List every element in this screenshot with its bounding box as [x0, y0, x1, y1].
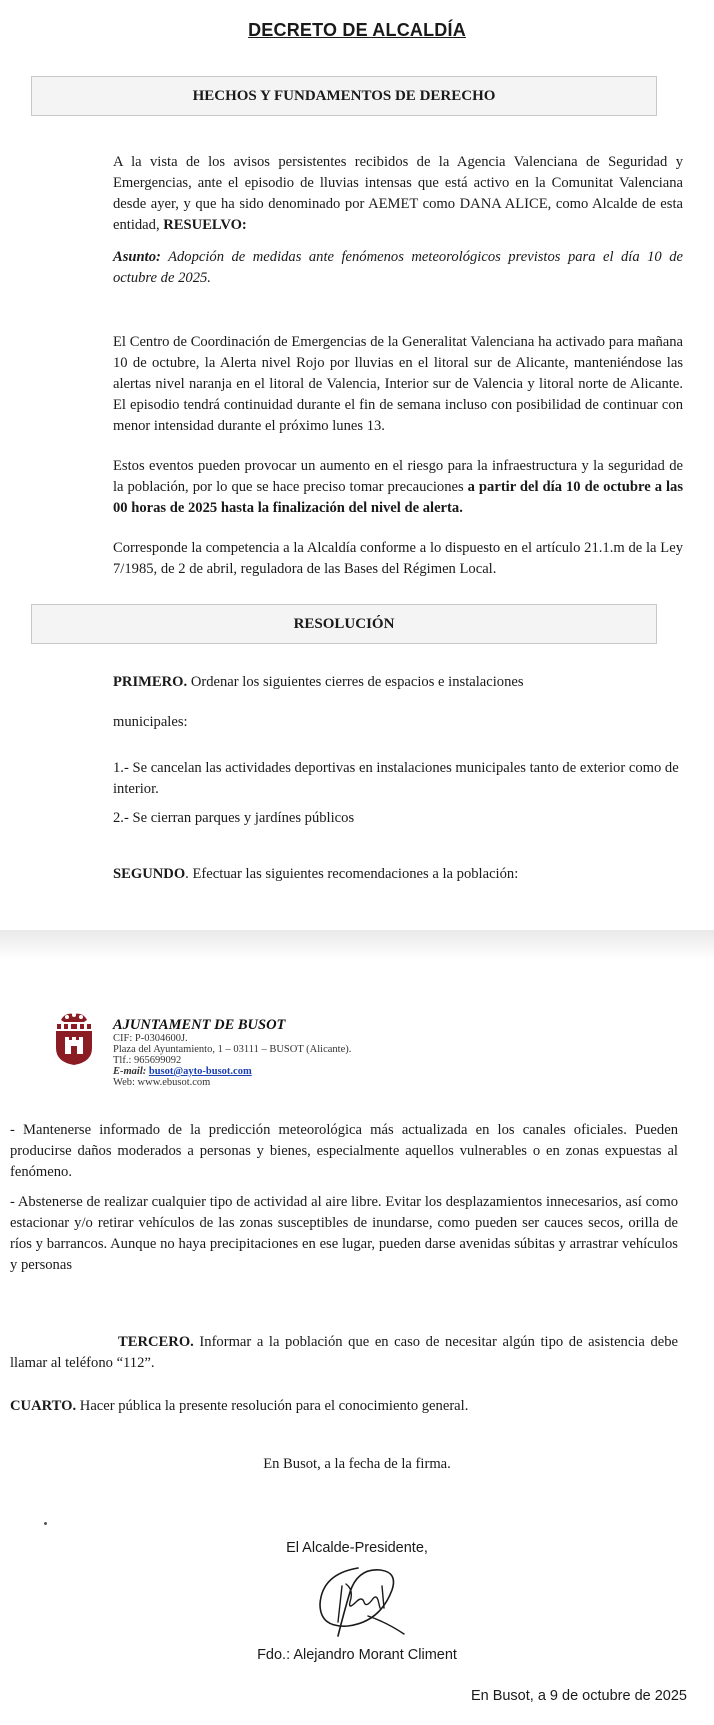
section-heading-hechos: HECHOS Y FUNDAMENTOS DE DERECHO: [31, 76, 657, 116]
closing-place: En Busot, a la fecha de la firma.: [263, 1456, 451, 1472]
intro-paragraph: A la vista de los avisos persistentes recibidos de la Agencia Valenciana de Seguridad y Emergencias, ante el episodio de lluvias intensas que está activo en la Comunitat Valenciana desde ayer, y que ha sido denominado por AEMET como DANA ALICE, como Alcalde de esta entidad, RESUELVO:: [113, 154, 683, 233]
email-link[interactable]: busot@ayto-busot.com: [148, 1066, 252, 1077]
signature-date: En Busot, a 9 de octubre de 2025: [470, 1688, 687, 1704]
list-item-1: 1.- Se cancelan las actividades deportivas en instalaciones municipales tanto de exterior como de interior.: [113, 760, 679, 797]
page-title: DECRETO DE ALCALDÍA: [248, 20, 466, 40]
competencia-paragraph: Corresponde la competencia a la Alcaldía conforme a lo dispuesto en el artículo 21.1.m de la Ley 7/1985, de 2 de abril, reguladora de las Bases del Régimen Local.: [113, 540, 683, 577]
signature-name: Fdo.: Alejandro Morant Climent: [257, 1647, 457, 1663]
page-separator: [0, 930, 714, 960]
list-item-2: 2.- Se cierran parques y jardínes públicos: [113, 810, 355, 826]
letterhead-name: AJUNTAMENT DE BUSOT: [113, 1017, 286, 1033]
document-page-2: [0, 960, 714, 1725]
section-heading-resolucion: RESOLUCIÓN: [31, 604, 657, 644]
stray-dot: [44, 1522, 47, 1525]
signature-icon: [308, 1562, 418, 1642]
tercero-paragraph: TERCERO. Informar a la población que en caso de necesitar algún tipo de asistencia debe llamar al teléfono “112”.: [10, 1334, 678, 1371]
letterhead-email-row: E-mail: busot@ayto-busot.com: [113, 1066, 252, 1077]
letterhead-web: Web: www.ebusot.com: [113, 1077, 211, 1088]
letterhead-address: Plaza del Ayuntamiento, 1 – 03111 – BUSOT (Alicante).: [113, 1044, 352, 1055]
recommendation-1: - Mantenerse informado de la predicción meteorológica más actualizada en los canales oficiales. Pueden producirse daños moderados a personas y bienes, especialmente aquellos vulnerables o en zonas expuestas al fenómeno.: [10, 1122, 678, 1180]
coat-of-arms-icon: [51, 1010, 97, 1066]
asunto-paragraph: Asunto: Adopción de medidas ante fenómenos meteorológicos previstos para el día 10 de octubre de 2025.: [113, 249, 683, 286]
cuarto-paragraph: CUARTO. Hacer pública la presente resolución para el conocimiento general.: [10, 1398, 469, 1414]
letterhead-cif: CIF: P-0304600J.: [113, 1033, 188, 1044]
centro-coordinacion-paragraph: El Centro de Coordinación de Emergencias de la Generalitat Valenciana ha activado para mañana 10 de octubre, la Alerta nivel Rojo por lluvias en el litoral sur de Alicante, manteniéndose las alertas nivel naranja en el litoral de Valencia, Interior sur de Valencia y litoral norte de Alicante. El episodio tendrá continuidad durante el fin de semana incluso con posibilidad de continuar con menor intensidad durante el próximo lunes 13.: [113, 334, 683, 434]
primero-continuation: municipales:: [113, 714, 188, 730]
signature-role: El Alcalde-Presidente,: [286, 1540, 428, 1556]
eventos-paragraph: Estos eventos pueden provocar un aumento en el riesgo para la infraestructura y la seguridad de la población, por lo que se hace preciso tomar precauciones a partir del día 10 de octubre a las 00 horas de 2025 hasta la finalización del nivel de alerta.: [113, 458, 684, 516]
segundo-paragraph: SEGUNDO. Efectuar las siguientes recomendaciones a la población:: [113, 866, 519, 882]
recommendation-2: - Abstenerse de realizar cualquier tipo de actividad al aire libre. Evitar los desplazamientos innecesarios, así como estacionar y/o retirar vehículos de las zonas susceptibles de inundarse, como pueden ser cauces secos, orilla de ríos y barrancos. Aunque no haya precipitaciones en ese lugar, pueden darse avenidas súbitas y arrastrar vehículos y personas: [10, 1194, 678, 1273]
handwritten-signature: [308, 1562, 418, 1642]
primero-paragraph: PRIMERO. Ordenar los siguientes cierres de espacios e instalaciones: [113, 674, 524, 690]
busot-coat-of-arms-logo: [51, 1010, 97, 1066]
letterhead-phone: Tlf.: 965699092: [113, 1055, 182, 1066]
letterhead: [113, 1018, 351, 1088]
